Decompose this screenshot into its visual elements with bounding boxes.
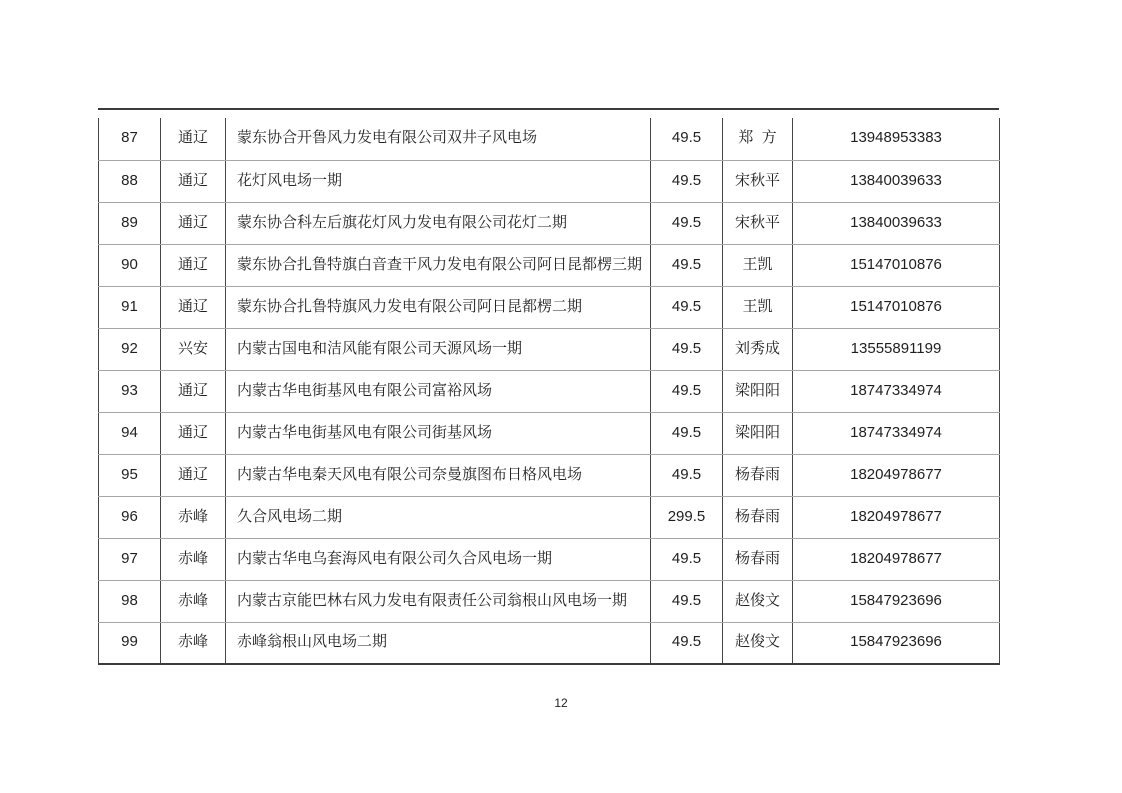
cell-index: 93 — [99, 370, 161, 412]
cell-name: 内蒙古国电和洁风能有限公司天源风场一期 — [226, 328, 651, 370]
cell-contact: 赵俊文 — [723, 622, 793, 664]
cell-index: 88 — [99, 160, 161, 202]
cell-phone: 13555891199 — [793, 328, 1000, 370]
cell-index: 95 — [99, 454, 161, 496]
cell-contact: 梁阳阳 — [723, 370, 793, 412]
cell-name: 内蒙古华电秦天风电有限公司奈曼旗图布日格风电场 — [226, 454, 651, 496]
cell-phone: 18204978677 — [793, 496, 1000, 538]
cell-contact: 郑 方 — [723, 118, 793, 160]
cell-contact: 梁阳阳 — [723, 412, 793, 454]
cell-index: 91 — [99, 286, 161, 328]
cell-name: 蒙东协合扎鲁特旗白音查干风力发电有限公司阿日昆都楞三期 — [226, 244, 651, 286]
cell-index: 89 — [99, 202, 161, 244]
cell-capacity: 49.5 — [651, 622, 723, 664]
cell-contact: 王凯 — [723, 286, 793, 328]
cell-region: 通辽 — [161, 286, 226, 328]
table-row — [99, 370, 1000, 412]
cell-capacity: 49.5 — [651, 118, 723, 160]
cell-region: 通辽 — [161, 202, 226, 244]
cell-contact: 杨春雨 — [723, 454, 793, 496]
table-row — [99, 160, 1000, 202]
cell-contact: 刘秀成 — [723, 328, 793, 370]
cell-region: 通辽 — [161, 160, 226, 202]
cell-name: 久合风电场二期 — [226, 496, 651, 538]
cell-phone: 18747334974 — [793, 370, 1000, 412]
cell-capacity: 49.5 — [651, 538, 723, 580]
cell-contact: 宋秋平 — [723, 160, 793, 202]
cell-index: 98 — [99, 580, 161, 622]
cell-region: 通辽 — [161, 412, 226, 454]
cell-phone: 13840039633 — [793, 160, 1000, 202]
cell-index: 94 — [99, 412, 161, 454]
cell-name: 内蒙古京能巴林右风力发电有限责任公司翁根山风电场一期 — [226, 580, 651, 622]
table-row — [99, 622, 1000, 664]
cell-name: 内蒙古华电街基风电有限公司富裕风场 — [226, 370, 651, 412]
cell-capacity: 49.5 — [651, 286, 723, 328]
cell-region: 赤峰 — [161, 496, 226, 538]
cell-phone: 18204978677 — [793, 538, 1000, 580]
cell-region: 赤峰 — [161, 538, 226, 580]
cell-name: 蒙东协合开鲁风力发电有限公司双井子风电场 — [226, 118, 651, 160]
cell-phone: 13840039633 — [793, 202, 1000, 244]
cell-phone: 15847923696 — [793, 622, 1000, 664]
cell-name: 花灯风电场一期 — [226, 160, 651, 202]
table-row — [99, 580, 1000, 622]
cell-index: 90 — [99, 244, 161, 286]
cell-name: 内蒙古华电街基风电有限公司街基风场 — [226, 412, 651, 454]
cell-index: 92 — [99, 328, 161, 370]
cell-region: 通辽 — [161, 370, 226, 412]
cell-index: 97 — [99, 538, 161, 580]
cell-phone: 15847923696 — [793, 580, 1000, 622]
cell-contact: 赵俊文 — [723, 580, 793, 622]
cell-region: 通辽 — [161, 244, 226, 286]
cell-contact: 杨春雨 — [723, 496, 793, 538]
table-row — [99, 286, 1000, 328]
cell-capacity: 49.5 — [651, 202, 723, 244]
cell-capacity: 49.5 — [651, 328, 723, 370]
cell-capacity: 299.5 — [651, 496, 723, 538]
table-body — [99, 118, 1000, 664]
cell-capacity: 49.5 — [651, 160, 723, 202]
cell-region: 通辽 — [161, 454, 226, 496]
page-number: 12 — [554, 696, 568, 710]
table-top-rule — [98, 108, 999, 110]
cell-contact: 王凯 — [723, 244, 793, 286]
wind-farm-table — [98, 118, 1000, 665]
cell-name: 蒙东协合扎鲁特旗风力发电有限公司阿日昆都楞二期 — [226, 286, 651, 328]
cell-phone: 18204978677 — [793, 454, 1000, 496]
cell-capacity: 49.5 — [651, 412, 723, 454]
table-row — [99, 412, 1000, 454]
table-row — [99, 244, 1000, 286]
cell-region: 赤峰 — [161, 580, 226, 622]
table-row — [99, 328, 1000, 370]
cell-name: 蒙东协合科左后旗花灯风力发电有限公司花灯二期 — [226, 202, 651, 244]
cell-capacity: 49.5 — [651, 454, 723, 496]
cell-phone: 15147010876 — [793, 286, 1000, 328]
table-row — [99, 496, 1000, 538]
cell-phone: 15147010876 — [793, 244, 1000, 286]
table-row — [99, 202, 1000, 244]
cell-index: 87 — [99, 118, 161, 160]
cell-region: 兴安 — [161, 328, 226, 370]
cell-capacity: 49.5 — [651, 580, 723, 622]
table-row — [99, 538, 1000, 580]
cell-contact: 杨春雨 — [723, 538, 793, 580]
cell-index: 99 — [99, 622, 161, 664]
cell-phone: 13948953383 — [793, 118, 1000, 160]
cell-name: 内蒙古华电乌套海风电有限公司久合风电场一期 — [226, 538, 651, 580]
cell-region: 通辽 — [161, 118, 226, 160]
cell-phone: 18747334974 — [793, 412, 1000, 454]
cell-region: 赤峰 — [161, 622, 226, 664]
table-row — [99, 454, 1000, 496]
table-row — [99, 118, 1000, 160]
cell-name: 赤峰翁根山风电场二期 — [226, 622, 651, 664]
cell-capacity: 49.5 — [651, 370, 723, 412]
cell-contact: 宋秋平 — [723, 202, 793, 244]
cell-index: 96 — [99, 496, 161, 538]
cell-capacity: 49.5 — [651, 244, 723, 286]
